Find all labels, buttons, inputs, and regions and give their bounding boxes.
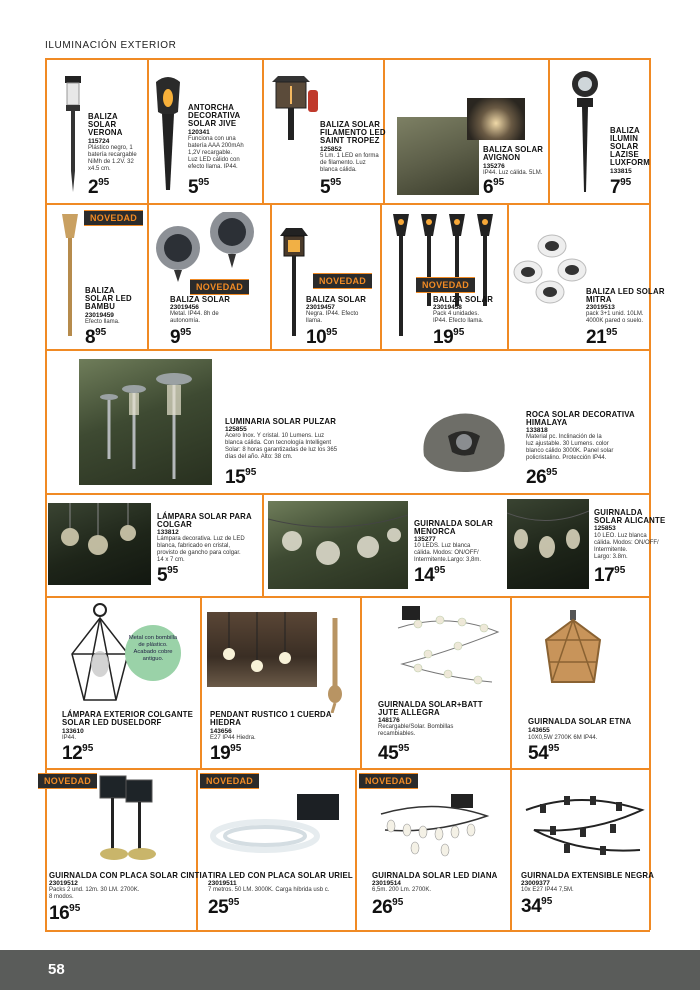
product-code: 23019513 [586, 304, 615, 311]
novedad-badge: NOVEDAD [190, 279, 249, 295]
product-price: $15^{95}$ [225, 467, 257, 488]
product-price: $17^{95}$ [594, 565, 626, 586]
product-name: GUIRNALDA SOLAR ALICANTE [594, 507, 666, 525]
divider [507, 203, 509, 349]
product-price: $5^{95}$ [320, 177, 342, 198]
product-description: Metal. IP44. 8h de autonomía. [170, 311, 219, 324]
product-description: Material pc. Inclinación de la luz ajustable. 30 Lumens. color blanco cálido 3000K. Panel solar policristalino. Protección IP44. [526, 434, 614, 461]
product-price: $2^{95}$ [88, 177, 110, 198]
product-code: 23019459 [85, 312, 114, 319]
divider [45, 596, 650, 598]
garland-photo-image [507, 499, 589, 589]
product-description: Negra. IP44. Efecto llama. [306, 311, 359, 324]
product-code: 23019511 [208, 880, 237, 887]
divider [196, 768, 198, 930]
divider [200, 596, 202, 768]
product-name: BALIZA SOLAR [170, 294, 231, 304]
product-code: 133815 [610, 168, 632, 175]
black-garland-image [520, 780, 648, 864]
product-price: $45^{95}$ [378, 743, 410, 764]
product-description: E27 IP44 Hiedra. [210, 735, 256, 741]
product-price: $7^{95}$ [610, 177, 632, 198]
disk-lights-image [148, 212, 270, 282]
product-name: GUIRNALDA SOLAR+BATT JUTE ALLEGRA [378, 699, 483, 717]
product-name: BALIZA SOLAR LED BAMBU [85, 285, 132, 311]
section-title: ILUMINACIÓN EXTERIOR [45, 40, 177, 51]
product-price: $25^{95}$ [208, 897, 240, 918]
product-description: Lámpara decorativa. Luz de LED blanca, fabricado en cristal, provisto de gancho para colgar. 14 x 7 cm. [157, 536, 245, 563]
product-code: 135277 [414, 536, 436, 543]
product-description: pack 3+1 unid. 10LM. 4000K pared o suelo. [586, 311, 644, 324]
product-price: $21^{95}$ [586, 327, 618, 348]
product-name: GUIRNALDA SOLAR LED DIANA [372, 870, 498, 880]
divider [510, 768, 512, 930]
divider [649, 596, 651, 768]
product-code: 125855 [225, 426, 247, 433]
divider [649, 768, 651, 930]
novedad-badge: NOVEDAD [359, 773, 418, 789]
page-footer [0, 950, 700, 990]
divider [360, 596, 362, 768]
divider [45, 493, 47, 596]
product-name: BALIZA SOLAR [433, 294, 494, 304]
garland-photo-image [268, 501, 408, 589]
product-price: $12^{95}$ [62, 743, 94, 764]
product-description: 10 LEDS. Luz blanca cálida. Modos: ON/OFF/ Intermitente.Largo: 3,8m. [414, 543, 482, 563]
product-code: 120341 [188, 129, 210, 136]
hanging-bulbs-photo-image [48, 503, 151, 585]
product-description: IP44. Luz cálida. 5LM. [483, 170, 543, 176]
product-code: 148176 [378, 717, 400, 724]
product-code: 23019457 [306, 304, 335, 311]
feature-bubble: Metal con bombilla de plástico. Acabado cobre antiguo. [125, 625, 181, 681]
product-description: 10 LEO. Luz blanca cálida. Modos: ON/OFF/ Intermitente. Largo: 3.8m. [594, 533, 659, 560]
product-code: 23019456 [170, 304, 199, 311]
product-description: Packs 2 und. 12m. 30 LM. 2700K. 8 modos. [49, 887, 140, 900]
divider [45, 930, 650, 932]
product-code: 23009377 [521, 880, 550, 887]
product-description: 6,5m. 200 Lm. 2700K. [372, 887, 432, 893]
page-number: 58 [48, 961, 65, 978]
divider [510, 596, 512, 768]
product-name: BALIZA SOLAR AVIGNON [483, 144, 544, 162]
product-description: Pack 4 unidades. IP44. Efecto llama. [433, 311, 484, 324]
product-price: $5^{95}$ [188, 177, 210, 198]
product-code: 23019458 [433, 304, 462, 311]
product-code: 143655 [528, 727, 550, 734]
product-price: $19^{95}$ [210, 743, 242, 764]
product-description: 5 Lm. 1 LED en forma de filamento. Luz blanca cálida. [320, 153, 379, 173]
product-price: $26^{95}$ [526, 467, 558, 488]
novedad-badge: NOVEDAD [84, 210, 143, 226]
divider [45, 349, 47, 493]
novedad-badge: NOVEDAD [200, 773, 259, 789]
product-description: Plástico negro, 1 batería recargable NiMh de 1.2V. 32 x4.5 cm. [88, 145, 137, 172]
product-price: $54^{95}$ [528, 743, 560, 764]
product-price: $8^{95}$ [85, 327, 107, 348]
product-code: 125853 [594, 525, 616, 532]
product-name: BALIZA LED SOLAR MITRA [586, 286, 665, 304]
product-price: $6^{95}$ [483, 177, 505, 198]
solar-spotlight-image [563, 68, 607, 198]
product-code: 133818 [526, 427, 548, 434]
product-code: 23019514 [372, 880, 401, 887]
solar-filament-light-image [266, 72, 320, 142]
product-name: LÁMPARA SOLAR PARA COLGAR [157, 511, 252, 529]
solar-rock-image [418, 406, 510, 476]
product-name: BALIZA SOLAR [306, 294, 367, 304]
product-description: Acero Inox. Y cristal. 10 Lumens. Luz blanca cálida. Con tecnología Intelligent Solar: 8 horas garantizadas de luz los 365 días del año. Alto: 38 cm. [225, 433, 338, 460]
product-code: 115724 [88, 138, 110, 145]
product-price: $16^{95}$ [49, 903, 81, 924]
product-description: 10x E27 IP44 7,5M. [521, 887, 574, 893]
stone-lights-image [512, 232, 592, 307]
product-description: 7 metros. 50 LM. 3000K. Carga híbrida usb c. [208, 887, 330, 893]
novedad-badge: NOVEDAD [416, 277, 475, 293]
product-name: PENDANT RUSTICO 1 CUERDA HIEDRA [210, 709, 332, 727]
bamboo-torch-image [58, 208, 82, 340]
jute-garland-image [388, 602, 508, 692]
divider [45, 349, 650, 351]
divider [262, 493, 264, 596]
novedad-badge: NOVEDAD [313, 273, 372, 289]
product-description: IP44. [62, 735, 77, 741]
product-code: 135276 [483, 163, 505, 170]
rattan-lamp-image [538, 610, 608, 698]
divider [45, 768, 650, 770]
product-name: ROCA SOLAR DECORATIVA HIMALAYA [526, 409, 635, 427]
product-description: 10X0,5W 2700K 6M IP44. [528, 735, 598, 741]
divider [270, 203, 272, 349]
product-name: GUIRNALDA SOLAR MENORCA [414, 518, 493, 536]
product-name: BALIZA SOLAR VERONA [88, 111, 123, 137]
product-code: 133610 [62, 728, 84, 735]
product-description: Recargable/Solar. Bombillas recambiables. [378, 724, 454, 737]
product-price: $9^{95}$ [170, 327, 192, 348]
product-price: $19^{95}$ [433, 327, 465, 348]
product-price: $34^{95}$ [521, 896, 553, 917]
divider [355, 768, 357, 930]
rope-image [320, 618, 350, 713]
product-name: LÁMPARA EXTERIOR COLGANTE SOLAR LED DUSELDORF [62, 709, 194, 727]
divider [45, 768, 47, 930]
divider [45, 203, 47, 349]
product-price: $10^{95}$ [306, 327, 338, 348]
product-code: 23019512 [49, 880, 78, 887]
product-description: Funciona con una batería AAA 200mAh 1,2V recargable. Luz LED cálido con efecto llama. IP44. [188, 136, 244, 170]
divider [45, 203, 650, 205]
product-code: 133812 [157, 529, 179, 536]
divider [649, 203, 651, 349]
product-description: Efecto llama. [85, 319, 120, 325]
garden-lights-photo-image [79, 359, 212, 485]
product-name: ANTORCHA DECORATIVA SOLAR JIVE [188, 102, 241, 128]
product-name: GUIRNALDA CON PLACA SOLAR CINTIA [49, 870, 208, 880]
novedad-badge: NOVEDAD [38, 773, 97, 789]
product-name: BALIZA SOLAR FILAMENTO LED SAINT TROPEZ [320, 119, 386, 145]
pendant-photo-image [207, 612, 317, 687]
product-price: $5^{95}$ [157, 565, 179, 586]
product-name: GUIRNALDA EXTENSIBLE NEGRA [521, 870, 655, 880]
divider [548, 58, 550, 203]
divider [147, 58, 149, 203]
led-garland-image [375, 790, 495, 862]
divider [45, 596, 47, 768]
product-code: 125852 [320, 146, 342, 153]
product-code: 143656 [210, 728, 232, 735]
led-strip-image [205, 790, 345, 860]
solar-light-photo-image [467, 98, 525, 140]
solar-torch-image [150, 72, 186, 197]
product-price: $14^{95}$ [414, 565, 446, 586]
product-name: BALIZA ILUMIN SOLAR LAZISE LUXFORM [610, 125, 650, 167]
product-name: LUMINARIA SOLAR PULZAR [225, 416, 337, 426]
product-name: TIRA LED CON PLACA SOLAR URIEL [208, 870, 353, 880]
product-price: $26^{95}$ [372, 897, 404, 918]
divider [649, 349, 651, 493]
divider [45, 493, 650, 495]
divider [45, 58, 47, 203]
divider [45, 58, 650, 60]
divider [262, 58, 264, 203]
product-name: GUIRNALDA SOLAR ETNA [528, 716, 632, 726]
solar-panel-garland-image [92, 772, 172, 864]
solar-stake-light-image [58, 72, 88, 197]
divider [380, 203, 382, 349]
